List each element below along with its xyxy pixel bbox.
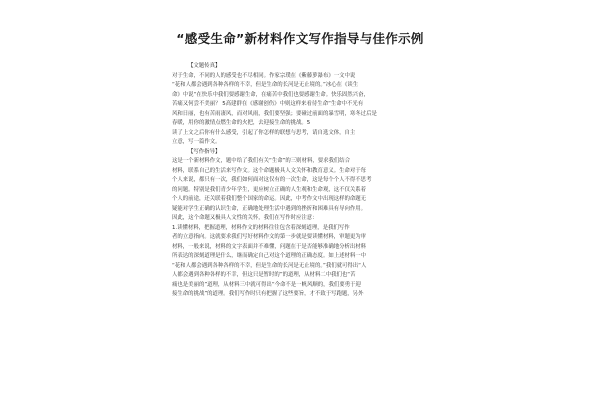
text-line: 个人来说，都只有一次，我们如何面对这仅有的一次生命，这是每个个人不得不思考	[172, 177, 372, 183]
paragraph	[172, 224, 430, 300]
document-title: “感受生命”新材料作文写作指导与佳作示例	[176, 31, 424, 46]
text-line: 这是一个新材料作文，题中给了我们有关“生命”的三则材料，要求我们结合	[172, 158, 351, 164]
text-line: “花和人都会遇到各种各样的不幸，但是生命的长河是无止境的。”我们就可得出“人	[172, 262, 367, 269]
document-body	[172, 62, 430, 300]
section-heading: 【文题传真】	[188, 63, 221, 69]
text-line: 风和日丽，也有苦雨凄风，而对风雨，我们要坚强；要碰过前面的暴雪明，寒冬过后是	[172, 110, 377, 117]
paragraph	[172, 72, 430, 129]
paragraph	[172, 157, 430, 224]
text-line: 者的立意指向。这就要求我们写好材料作文的第一步就是要读懂材料，审题更为审	[172, 234, 367, 240]
text-line: 苦痛又何尝不美丽？ 5高建群在《感谢创伤》中则这样来看待生命“生命中不光有	[172, 101, 364, 107]
text-line: 春暖，用你的激情点燃生命的火把，去迎接生命的挑战。5	[172, 120, 311, 126]
text-line: 个人的前途，还关联着我们整个国家的命运。因此，中考作文中出现这样的命题无	[172, 196, 367, 202]
text-line: 痛也是美丽的”道理，从材料三中就可得出“今命不是一帆风顺的，我们要勇于迎	[172, 281, 361, 288]
text-line: 读了上文之后你有什么感受，引起了你怎样的联想与思考，请自选文体，自主	[172, 129, 356, 136]
text-line: 命》中说“在快乐中我们要感谢生命，在痛苦中我们也要感谢生命。快乐固然兴奋，	[172, 91, 369, 98]
text-line: 材料，联系自己的生活来写作文。这个命题极具人文关怀和教育意义。生命对于每	[172, 167, 367, 174]
text-line: 疑能对学生正确的认识生命，正确地处理生活中遇到的挫折和困难具有导向作用。	[172, 205, 367, 212]
text-line: 所表达的深刻道理是什么，继而确定自己对这个道理的正确态度。如上述材料一中	[172, 253, 367, 259]
section-heading: 【写作指导】	[188, 148, 221, 155]
paragraph	[172, 129, 430, 148]
text-line: 立意，写一篇作文。	[172, 139, 221, 145]
text-line: “花和人都会遇到各种各样的不幸，但是生命的长河是无止境的。”冰心在《谈生	[172, 82, 359, 88]
text-line: 1.读懂材料，把握道理，材料作文的材料往往包含着深刻道理，是我们写作	[172, 224, 350, 231]
text-line: 因此，这个命题又极具人文性的关怀，我们在写作时应注意：	[172, 215, 318, 221]
text-line: 材料，一般来说，材料的文字表面并不难懂，问题在于是否能够准确地分析出材料	[172, 243, 367, 250]
text-line: 接生命的挑战”的道理。我们写作时只有把握了这些要旨，才不致于写跑题，另外	[172, 291, 364, 297]
text-line: 的问题。特别是我们青少年学生，更应树立正确的人生观和生命观，这不仅关系着	[172, 186, 367, 193]
text-line: 对于生命，不同的人的感受也不尽相同。作家宗璞在《紫藤萝瀑布》一文中说	[172, 72, 356, 79]
text-line: 人都会遇到各种各样的不幸，但这只是暂时的”的道理，从材料二中我们也“苦	[172, 272, 356, 278]
